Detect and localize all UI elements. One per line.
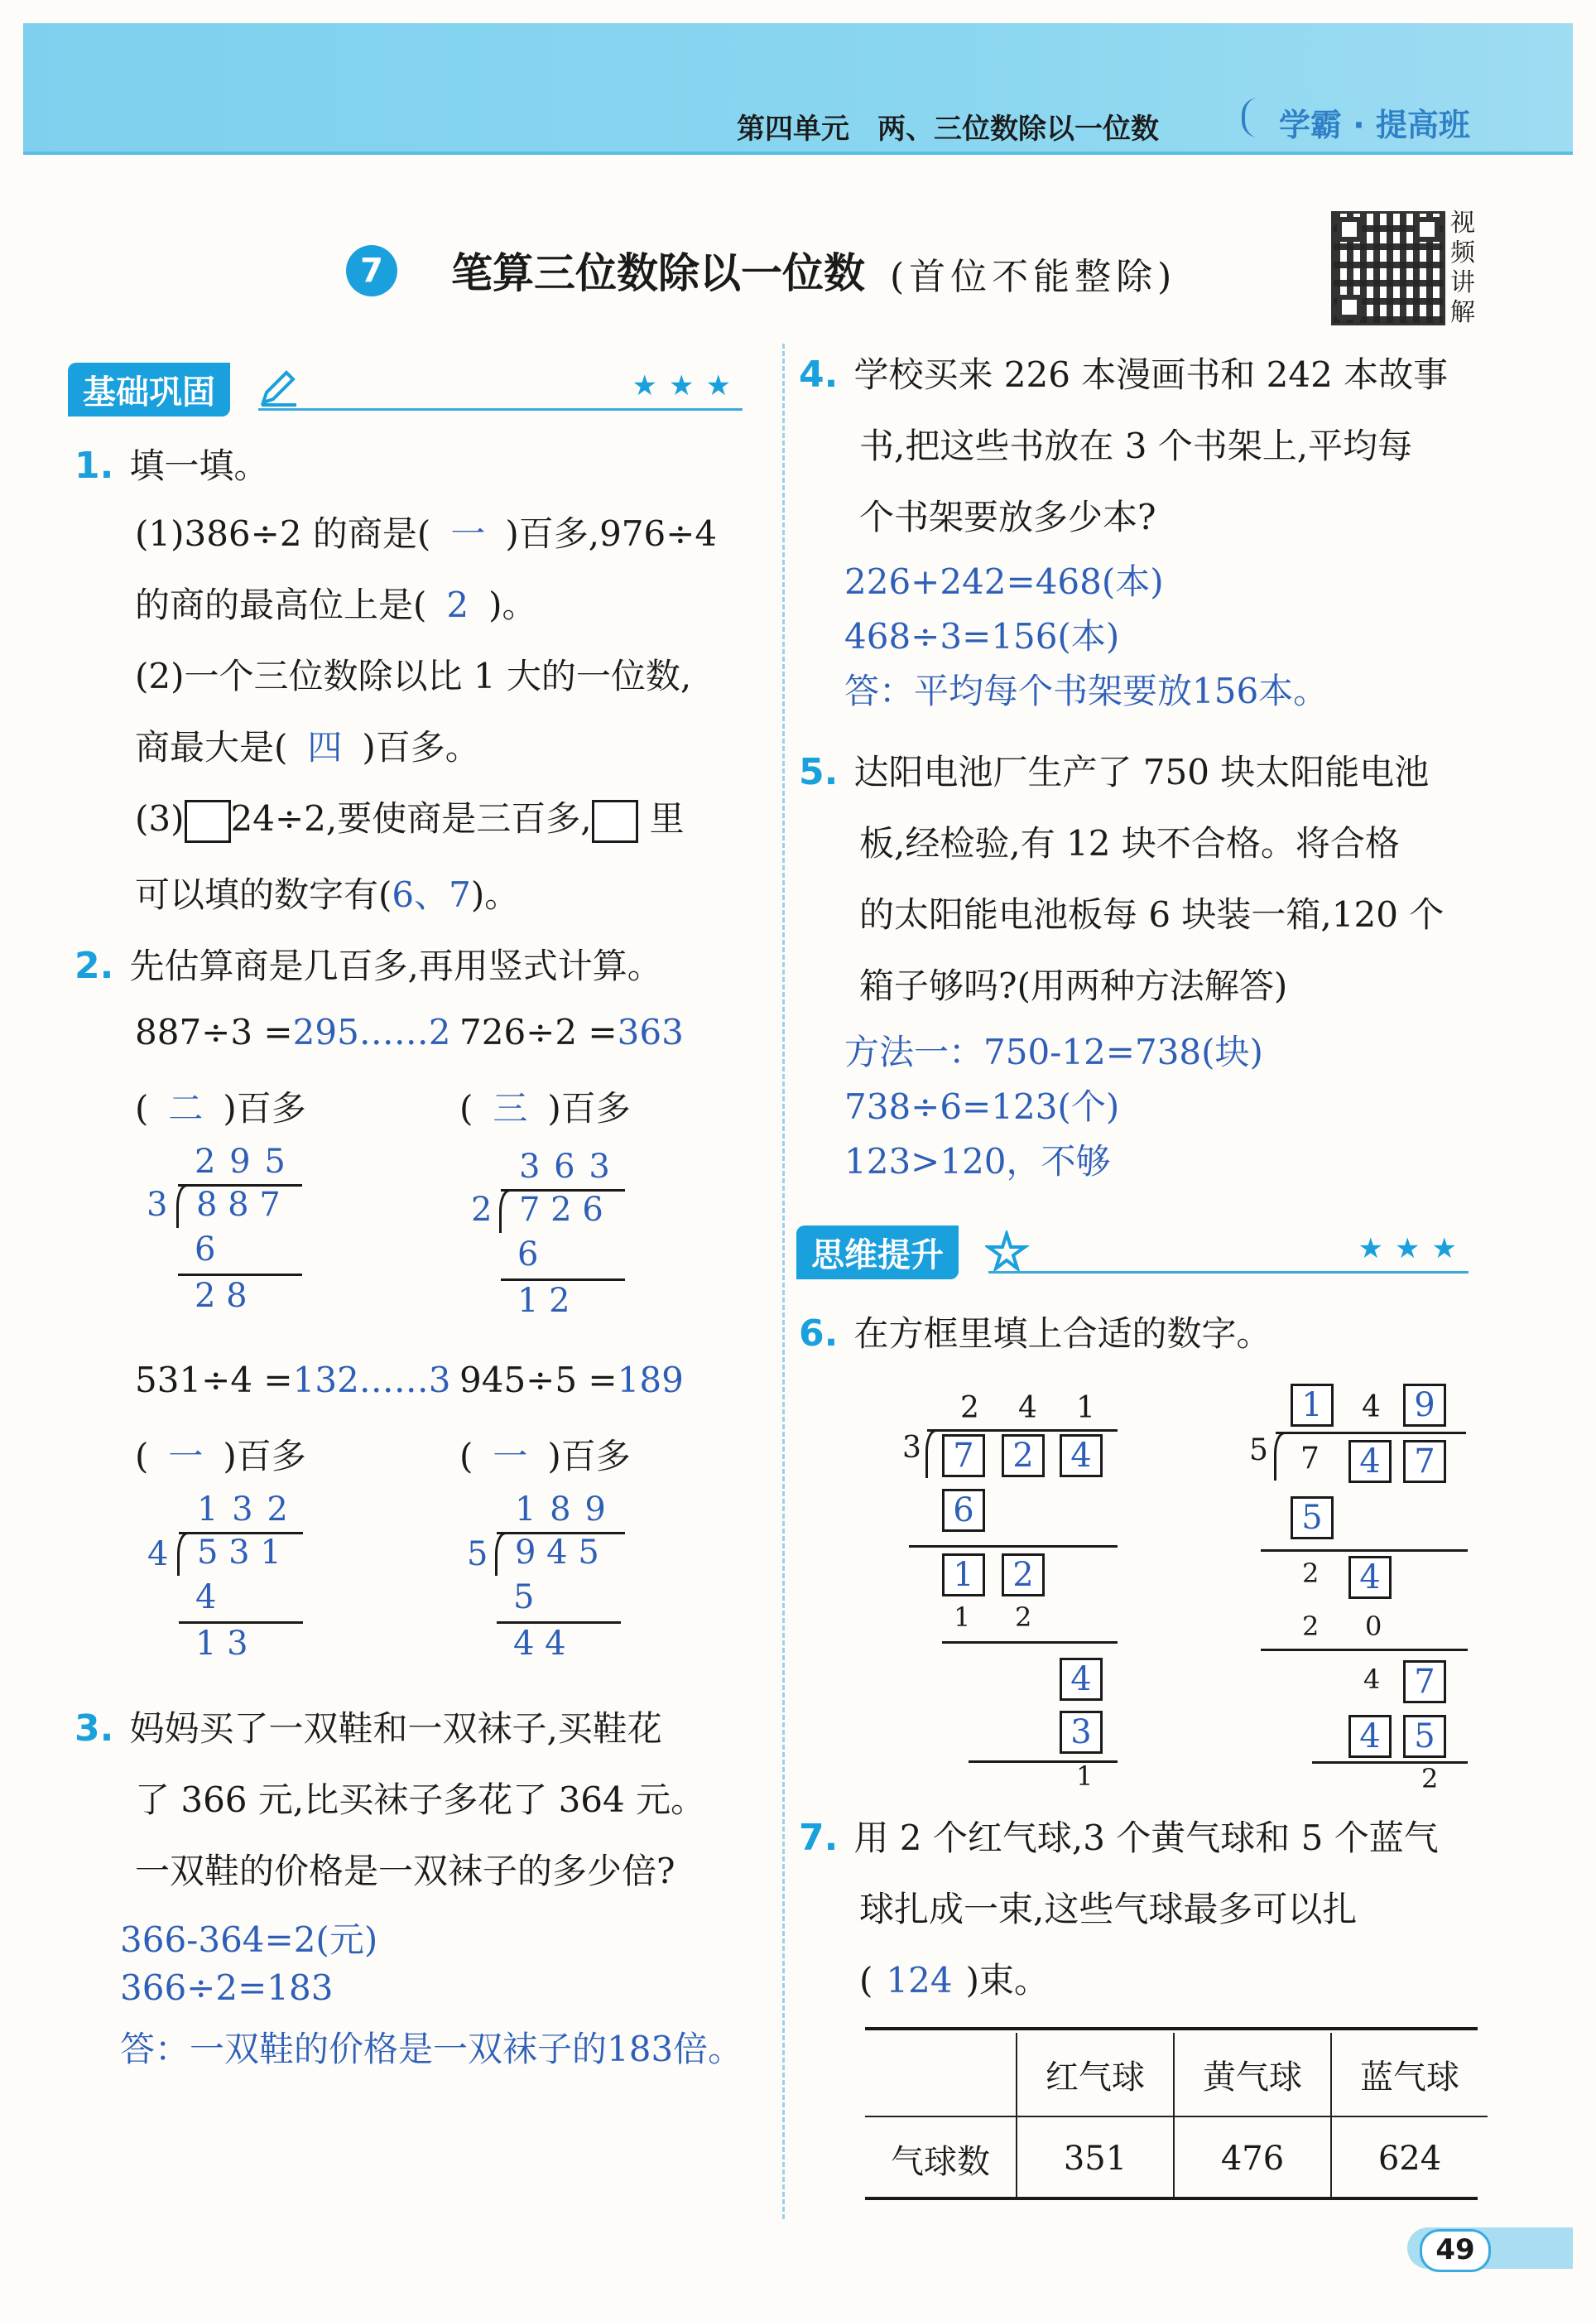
answer-box: 5: [1291, 1496, 1334, 1539]
division-line: [942, 1641, 1118, 1644]
question-3: [75, 1702, 662, 1751]
remainder: 2: [1421, 1763, 1439, 1794]
answer-line: 答：平均每个书架要放156本。: [844, 671, 1329, 711]
question-text: 达阳电池厂生产了 750 块太阳能电池: [853, 752, 1430, 792]
step: 6: [517, 1235, 539, 1274]
table-cell: 351: [1017, 2116, 1174, 2200]
question-text: 妈妈买了一双鞋和一双袜子,买鞋花: [129, 1708, 662, 1749]
text: )百多。: [362, 727, 480, 768]
division-line: [969, 1760, 1118, 1763]
brand-logo: 学霸 · 提高班: [1279, 107, 1470, 143]
q1-part3-line1: [135, 792, 685, 843]
answer-box: 7: [942, 1434, 985, 1477]
column-divider: [782, 344, 785, 2219]
long-division: [464, 1490, 629, 1673]
division-line: [179, 1621, 303, 1624]
quotient-digit: 4: [1362, 1390, 1381, 1424]
division-bracket: [176, 1184, 187, 1228]
question-prompt: 先估算商是几百多,再用竖式计算。: [129, 946, 662, 986]
division-bracket: [495, 1532, 506, 1576]
step: 4: [195, 1578, 217, 1616]
long-division: [137, 1143, 302, 1325]
table-header-cell: [865, 2033, 1017, 2116]
question-1: [75, 439, 268, 489]
answer-box: 5: [1403, 1715, 1446, 1758]
answer: 2: [446, 585, 469, 625]
text: (: [859, 1960, 873, 2001]
digit: 7: [1300, 1442, 1320, 1476]
quotient-digit: 2: [960, 1391, 979, 1425]
step: 6: [195, 1230, 216, 1269]
question-2: [75, 939, 662, 989]
dividend: 5 3 1: [197, 1534, 281, 1572]
blank-box: [592, 800, 638, 843]
question-text: 书,把这些书放在 3 个书架上,平均每: [859, 426, 1413, 466]
question-text: 箱子够吗?(用两种方法解答): [859, 965, 1288, 1006]
answer-box: 4: [1348, 1440, 1392, 1483]
question-number: 2.: [75, 945, 114, 987]
table-header-cell: 黄气球: [1174, 2033, 1331, 2116]
question-prompt: 填一填。: [129, 445, 269, 486]
puzzle-division-left: [894, 1391, 1126, 1805]
quotient: 2 9 5: [195, 1143, 287, 1181]
answer: 6、7: [392, 874, 471, 915]
answer-box: 4: [1348, 1715, 1392, 1758]
answer: 四: [307, 727, 343, 768]
quotient: 3 6 3: [519, 1148, 612, 1186]
long-division: [141, 1490, 306, 1673]
digit: 0: [1365, 1611, 1382, 1642]
q2-expression: [135, 1012, 451, 1052]
table-bottom-rule: [865, 2197, 1478, 2200]
answer-box: 7: [1403, 1660, 1446, 1703]
divisor: 4: [147, 1535, 169, 1573]
answer: 189: [617, 1360, 684, 1400]
division-line: [497, 1621, 621, 1624]
text: 945÷5 =: [459, 1360, 618, 1400]
text: 531÷4 =: [135, 1360, 293, 1400]
division-line: [501, 1278, 625, 1281]
q1-part1-line1: [135, 507, 717, 556]
answer: 二: [168, 1088, 204, 1129]
q1-part3-line2: [135, 868, 519, 917]
answer-box: 2: [1002, 1434, 1045, 1477]
answer-box: 2: [1002, 1553, 1045, 1596]
q2-expression: [459, 1012, 684, 1052]
section-advanced-label: 思维提升: [796, 1226, 959, 1279]
digit: 2: [1302, 1611, 1320, 1642]
answer: 一: [168, 1436, 204, 1476]
answer-box: 1: [942, 1553, 985, 1596]
answer: 132……3: [292, 1360, 451, 1400]
answer: 一: [450, 513, 486, 554]
q2-estimate: ( 一 )百多: [459, 1436, 631, 1476]
remainder: 1: [1076, 1760, 1094, 1792]
step: 1 2: [517, 1282, 570, 1320]
divisor: 3: [147, 1186, 168, 1224]
q2-expression: [135, 1360, 451, 1400]
q1-part2-line1: (2)一个三位数除以比 1 大的一位数,: [135, 656, 692, 696]
division-bracket: [499, 1189, 510, 1233]
qr-code-icon[interactable]: [1331, 211, 1445, 325]
answer-box: 4: [1060, 1658, 1103, 1701]
text: 百多: [560, 1436, 631, 1476]
answer-box: 7: [1403, 1440, 1446, 1483]
table-top-rule: [865, 2027, 1478, 2030]
answer-box: 6: [942, 1489, 985, 1532]
division-line: [1261, 1649, 1468, 1651]
qr-label-char: 频: [1450, 238, 1475, 267]
question-number: 6.: [799, 1312, 839, 1355]
q2-estimate: ( 三 )百多: [459, 1088, 631, 1129]
divisor: 3: [902, 1431, 921, 1465]
question-6: [799, 1307, 1271, 1356]
answer-line: 方法一：750-12=738(块): [844, 1032, 1263, 1072]
division-line: [1312, 1761, 1468, 1764]
answer: 295……2: [292, 1012, 451, 1052]
text: (1)386÷2 的商是(: [135, 513, 431, 554]
balloon-table: [865, 2033, 1488, 2200]
page-number: 49: [1420, 2229, 1491, 2272]
text: 的商的最高位上是(: [135, 585, 427, 625]
text: 百多: [560, 1088, 631, 1129]
division-line: [909, 1545, 1118, 1548]
answer-box: 4: [1348, 1556, 1392, 1599]
q2-estimate: ( 二 )百多: [135, 1088, 306, 1129]
puzzle-division-right: [1246, 1379, 1478, 1809]
answer-box: 1: [1291, 1384, 1334, 1427]
q2-expression: [459, 1360, 684, 1400]
q1-part2-line2: [135, 720, 480, 770]
text: )。: [470, 874, 520, 915]
step: 4 4: [513, 1625, 566, 1663]
step: 2 8: [195, 1277, 248, 1315]
qr-label-char: 讲: [1450, 268, 1475, 297]
dividend: 8 8 7: [196, 1186, 281, 1224]
division-line: [1261, 1549, 1468, 1552]
unit-title: 第四单元 两、三位数除以一位数: [737, 113, 1159, 146]
division-line: [1276, 1432, 1466, 1434]
blank-box: [185, 800, 231, 843]
digit: 4: [1363, 1664, 1381, 1695]
question-text: 个书架要放多少本?: [859, 497, 1156, 537]
question-number: 3.: [75, 1707, 114, 1750]
text: 24÷2,要使商是三百多,: [230, 798, 592, 839]
quotient: 1 8 9: [515, 1490, 608, 1529]
dividend: 9 4 5: [515, 1534, 599, 1572]
answer-line: 366-364=2(元): [120, 1919, 378, 1960]
division-bracket: [177, 1532, 188, 1576]
text: )束。: [965, 1960, 1049, 2001]
quotient-digit: 1: [1076, 1391, 1095, 1425]
table-cell: 624: [1331, 2116, 1488, 2200]
text: 百多: [236, 1436, 306, 1476]
text: 商最大是(: [135, 727, 288, 768]
answer-line: 123>120，不够: [844, 1141, 1111, 1182]
digit: 1: [954, 1601, 971, 1633]
text: 可以填的数字有(: [135, 874, 392, 915]
question-number: 5.: [799, 751, 839, 793]
question-7: [799, 1811, 1439, 1861]
text: 里: [649, 798, 685, 839]
answer-line: 468÷3=156(本): [844, 616, 1120, 657]
answer-line: 366÷2=183: [120, 1967, 334, 2008]
lesson-number-badge: 7: [346, 245, 397, 296]
text: )。: [488, 585, 537, 625]
answer: 124: [886, 1960, 953, 2001]
section-basic-header: [68, 363, 743, 411]
question-number: 7.: [799, 1817, 839, 1859]
section-underline: [988, 1271, 1469, 1274]
question-text: 球扎成一束,这些气球最多可以扎: [859, 1889, 1358, 1929]
digit: 2: [1302, 1558, 1320, 1589]
answer-box: 9: [1403, 1384, 1446, 1427]
question-5: [799, 745, 1429, 795]
division-line: [178, 1274, 302, 1276]
lesson-subtitle: (首位不能整除): [890, 256, 1177, 298]
difficulty-stars: ★★★: [1358, 1232, 1469, 1265]
long-division: [468, 1148, 633, 1330]
q2-estimate: ( 一 )百多: [135, 1436, 306, 1476]
text: 887÷3 =: [135, 1012, 293, 1052]
answer: 363: [617, 1012, 684, 1052]
answer: 三: [493, 1088, 528, 1129]
answer-line: 226+242=468(本): [844, 561, 1164, 602]
divisor: 5: [467, 1535, 488, 1573]
table-header-cell: 红气球: [1017, 2033, 1174, 2116]
divisor: 5: [1249, 1433, 1268, 1467]
difficulty-stars: ★★★: [632, 369, 743, 402]
pencil-icon: [258, 369, 300, 411]
table-cell: 476: [1174, 2116, 1331, 2200]
table-header-row: [865, 2033, 1488, 2116]
sparkle-icon: [985, 1230, 1030, 1275]
q1-part1-line2: [135, 578, 537, 628]
text: 百多: [236, 1088, 306, 1129]
quotient: 1 3 2: [197, 1490, 290, 1529]
digit: 2: [1015, 1601, 1032, 1633]
section-basic-label: 基础巩固: [68, 363, 230, 417]
step: 5: [513, 1578, 535, 1616]
answer-box: 4: [1060, 1434, 1103, 1477]
dividend: 7 2 6: [519, 1191, 603, 1229]
qr-label: [1449, 209, 1477, 328]
division-bracket: [925, 1429, 936, 1478]
answer: 一: [493, 1436, 528, 1476]
brand-arrow-icon: [1242, 98, 1267, 137]
q7-answer-line: [859, 1953, 1049, 2003]
division-bracket: [1274, 1432, 1285, 1481]
text: )百多,976÷4: [505, 513, 718, 554]
question-4: [799, 348, 1448, 397]
question-number: 1.: [75, 445, 114, 487]
division-line: [927, 1429, 1118, 1432]
step: 1 3: [195, 1625, 248, 1663]
question-text: 板,经检验,有 12 块不合格。将合格: [859, 823, 1400, 864]
divisor: 2: [471, 1191, 493, 1229]
qr-label-char: 解: [1450, 298, 1475, 327]
quotient-digit: 4: [1018, 1391, 1037, 1425]
table-header-cell: 蓝气球: [1331, 2033, 1488, 2116]
question-text: 了 366 元,比买袜子多花了 364 元。: [135, 1779, 706, 1820]
question-text: 一双鞋的价格是一双袜子的多少倍?: [135, 1851, 675, 1891]
lesson-title: 笔算三位数除以一位数: [451, 249, 865, 297]
question-number: 4.: [799, 354, 839, 396]
text: 726÷2 =: [459, 1012, 618, 1052]
section-advanced-header: [796, 1226, 1469, 1274]
section-underline: [258, 408, 743, 411]
question-text: 的太阳能电池板每 6 块装一箱,120 个: [859, 894, 1445, 935]
question-text: 学校买来 226 本漫画书和 242 本故事: [853, 354, 1449, 395]
answer-box: 3: [1060, 1711, 1103, 1754]
question-prompt: 在方框里填上合适的数字。: [853, 1313, 1272, 1354]
qr-label-char: 视: [1450, 209, 1475, 238]
text: (3): [135, 798, 185, 839]
question-text: 用 2 个红气球,3 个黄气球和 5 个蓝气: [853, 1818, 1439, 1858]
table-row-label: 气球数: [891, 2142, 990, 2181]
answer-line: 答：一双鞋的价格是一双袜子的183倍。: [120, 2029, 743, 2069]
table-row: [865, 2116, 1488, 2200]
answer-line: 738÷6=123(个): [844, 1086, 1120, 1127]
